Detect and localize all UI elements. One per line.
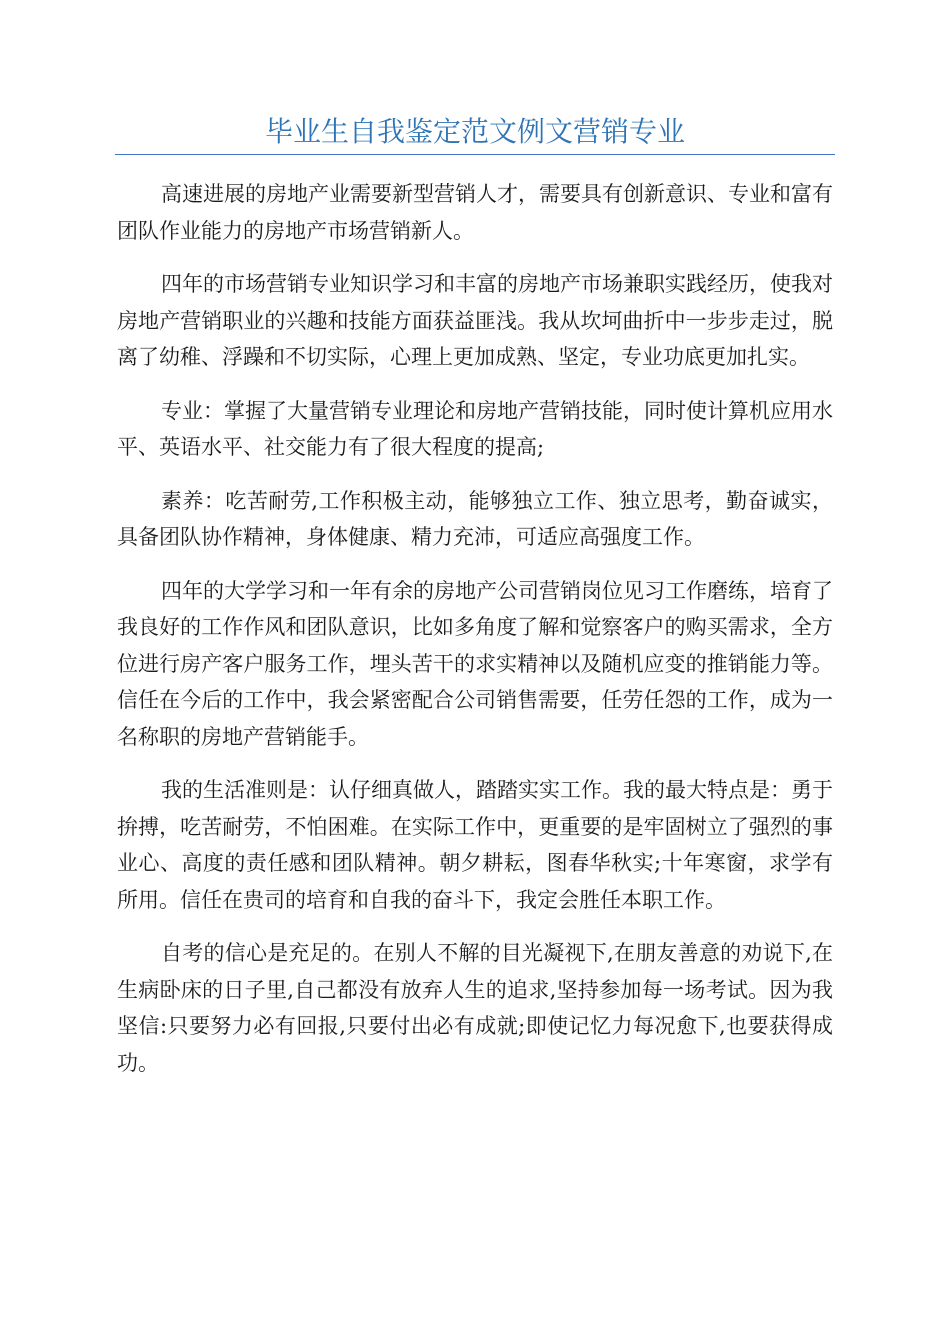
paragraph: 专业：掌握了大量营销专业理论和房地产营销技能，同时使计算机应用水平、英语水平、社交能力有了很大程度的提高; [117,398,833,459]
paragraph: 自考的信心是充足的。在别人不解的目光凝视下,在朋友善意的劝说下,在生病卧床的日子里,自己都没有放弃人生的追求,坚持参加每一场考试。因为我坚信:只要努力必有回报,只要付出必有成就;即使记忆力每况愈下,也要获得成功。 [117,941,833,1075]
document-title: 毕业生自我鉴定范文例文营销专业 [264,115,685,148]
paragraph: 四年的大学学习和一年有余的房地产公司营销岗位见习工作磨练，培育了我良好的工作作风和团队意识，比如多角度了解和觉察客户的购买需求，全方位进行房产客户服务工作，埋头苦干的求实精神以及随机应变的推销能力等。信任在今后的工作中，我会紧密配合公司销售需要，任劳任怨的工作，成为一名称职的房地产营销能手。 [117,578,833,749]
document-body [117,176,833,1098]
paragraph: 我的生活准则是：认仔细真做人，踏踏实实工作。我的最大特点是：勇于拚搏，吃苦耐劳，不怕困难。在实际工作中，更重要的是牢固树立了强烈的事业心、高度的责任感和团队精神。朝夕耕耘，图春华秋实;十年寒窗，求学有所用。信任在贵司的培育和自我的奋斗下，我定会胜任本职工作。 [117,778,833,912]
paragraph: 高速进展的房地产业需要新型营销人才，需要具有创新意识、专业和富有团队作业能力的房地产市场营销新人。 [117,182,833,243]
paragraph: 素养：吃苦耐劳,工作积极主动，能够独立工作、独立思考，勤奋诚实，具备团队协作精神，身体健康、精力充沛，可适应高强度工作。 [117,488,833,549]
paragraph: 四年的市场营销专业知识学习和丰富的房地产市场兼职实践经历，使我对房地产营销职业的兴趣和技能方面获益匪浅。我从坎坷曲折中一步步走过，脱离了幼稚、浮躁和不切实际，心理上更加成熟、坚定，专业功底更加扎实。 [117,272,833,369]
title-underline [115,154,835,155]
